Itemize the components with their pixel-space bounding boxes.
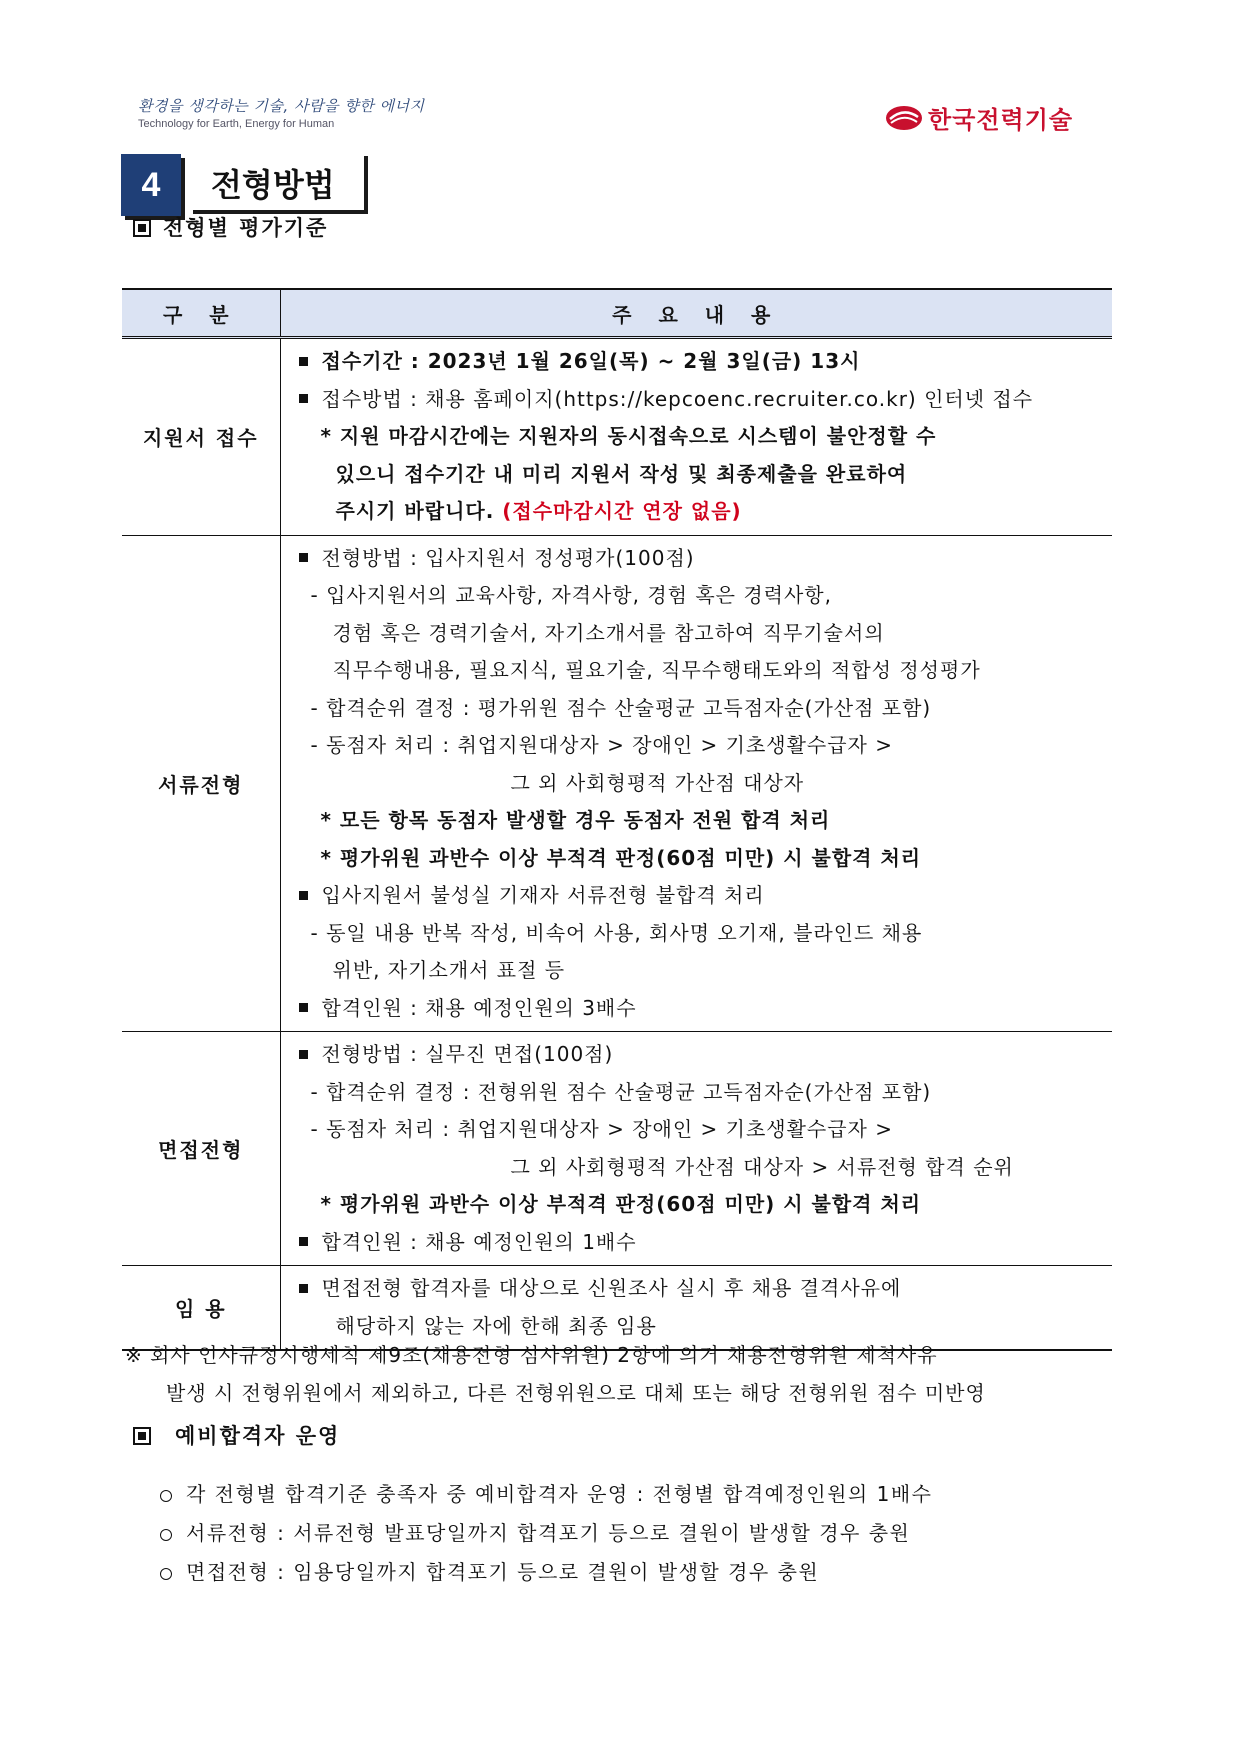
list-item: 합격인원 : 채용 예정인원의 3배수 xyxy=(295,990,1113,1028)
list-item: 전형방법 : 실무진 면접(100점) xyxy=(295,1036,1113,1074)
list-item: 경험 혹은 경력기술서, 자기소개서를 참고하여 직무기술서의 xyxy=(332,620,885,645)
section-title: 전형방법 xyxy=(193,156,368,214)
list-item: 주시기 바랍니다. (접수마감시간 연장 없음) xyxy=(335,499,742,523)
list-item: - 동점자 처리 : 취업지원대상자 > 장애인 > 기초생활수급자 > xyxy=(310,1117,893,1141)
list-item: 그 외 사회형평적 가산점 대상자 > 서류전형 합격 순위 xyxy=(510,1154,1014,1179)
row-category: 지원서 접수 xyxy=(122,338,280,536)
col-content-header: 주 요 내 용 xyxy=(280,289,1112,338)
list-item: 직무수행내용, 필요지식, 필요기술, 직무수행태도와의 적합성 정성평가 xyxy=(332,658,981,682)
row-category: 서류전형 xyxy=(122,535,280,1032)
list-item: 면접전형 : 임용당일까지 합격포기 등으로 결원이 발생할 경우 충원 xyxy=(160,1553,932,1592)
list-item: - 합격순위 결정 : 평가위원 점수 산술평균 고득점자순(가산점 포함) xyxy=(310,695,932,720)
section-number: 4 xyxy=(121,154,181,216)
list-item: 접수기간 : 2023년 1월 26일(목) ~ 2월 3일(금) 13시 xyxy=(295,343,1113,381)
square-bullet-icon xyxy=(299,553,308,562)
logo-mark-icon xyxy=(884,103,924,133)
list-item: 해당하지 않는 자에 한해 최종 임용 xyxy=(335,1313,657,1338)
list-item: * 지원 마감시간에는 지원자의 동시접속으로 시스템이 불안정할 수 xyxy=(320,424,937,448)
list-item: * 모든 항목 동점자 발생할 경우 동점자 전원 합격 처리 xyxy=(320,808,831,832)
list-item: * 평가위원 과반수 이상 부적격 판정(60점 미만) 시 불합격 처리 xyxy=(320,1192,922,1216)
square-bullet-icon xyxy=(299,891,308,900)
table-row-document-screening xyxy=(122,535,1112,1032)
note-line: 발생 시 전형위원에서 제외하고, 다른 전형위원으로 대체 또는 해당 전형위원 점수 미반영 xyxy=(166,1381,986,1405)
square-bullet-icon xyxy=(299,1237,308,1246)
list-item: - 합격순위 결정 : 전형위원 점수 산술평균 고득점자순(가산점 포함) xyxy=(310,1079,932,1104)
circle-bullet-icon xyxy=(160,1490,172,1502)
col-category-header: 구 분 xyxy=(122,289,280,338)
square-bullet-icon xyxy=(299,1050,308,1059)
circle-bullet-icon xyxy=(160,1568,172,1580)
regulation-note xyxy=(125,1336,986,1412)
list-item: 위반, 자기소개서 표절 등 xyxy=(332,958,566,982)
row-category: 면접전형 xyxy=(122,1032,280,1266)
list-item: 입사지원서 불성실 기재자 서류전형 불합격 처리 xyxy=(295,877,1113,915)
square-bullet-icon xyxy=(299,357,308,366)
criteria-heading-text: 전형별 평가기준 xyxy=(163,216,329,240)
square-bullet-icon xyxy=(133,219,151,237)
deadline-notice: (접수마감시간 연장 없음) xyxy=(502,499,742,523)
list-item: - 동일 내용 반복 작성, 비속어 사용, 회사명 오기재, 블라인드 채용 xyxy=(310,920,923,945)
company-name: 한국전력기술 xyxy=(928,106,1074,134)
slogan xyxy=(138,95,424,130)
list-item: 접수방법 : 채용 홈페이지(https://kepcoenc.recruiter.co.kr) 인터넷 접수 xyxy=(295,381,1113,419)
reserve-heading-text: 예비합격자 운영 xyxy=(175,1424,341,1448)
page-header xyxy=(0,0,1239,140)
list-item: 면접전형 합격자를 대상으로 신원조사 실시 후 채용 결격사유에 xyxy=(295,1270,1113,1308)
list-item: 전형방법 : 입사지원서 정성평가(100점) xyxy=(295,540,1113,578)
company-logo xyxy=(884,100,1073,135)
reserve-list xyxy=(160,1475,932,1592)
square-bullet-icon xyxy=(299,394,308,403)
list-item: 각 전형별 합격기준 충족자 중 예비합격자 운영 : 전형별 합격예정인원의 1배수 xyxy=(160,1475,932,1514)
reserve-heading xyxy=(133,1420,340,1450)
square-bullet-icon xyxy=(299,1284,308,1293)
table-row-interview xyxy=(122,1032,1112,1266)
list-item: 그 외 사회형평적 가산점 대상자 xyxy=(510,770,805,795)
note-line: ※ 회사 인사규정시행세칙 제9조(채용전형 심사위원) 2항에 의거 채용전형위원 제척사유 xyxy=(125,1343,938,1367)
list-item: 서류전형 : 서류전형 발표당일까지 합격포기 등으로 결원이 발생할 경우 충원 xyxy=(160,1514,932,1553)
criteria-table xyxy=(122,288,1112,1351)
list-item: 있으니 접수기간 내 미리 지원서 작성 및 최종제출을 완료하여 xyxy=(335,461,908,486)
slogan-english: Technology for Earth, Energy for Human xyxy=(138,118,335,130)
square-bullet-icon xyxy=(133,1427,151,1445)
table-header-row xyxy=(122,289,1112,338)
row-content xyxy=(280,1032,1112,1266)
list-item: - 동점자 처리 : 취업지원대상자 > 장애인 > 기초생활수급자 > xyxy=(310,733,893,757)
row-category: 임 용 xyxy=(122,1266,280,1351)
list-item: 합격인원 : 채용 예정인원의 1배수 xyxy=(295,1224,1113,1262)
row-content xyxy=(280,338,1112,536)
row-content xyxy=(280,535,1112,1032)
square-bullet-icon xyxy=(299,1003,308,1012)
list-item: * 평가위원 과반수 이상 부적격 판정(60점 미만) 시 불합격 처리 xyxy=(320,845,922,870)
criteria-heading xyxy=(133,212,328,242)
table-row-application xyxy=(122,338,1112,536)
list-item: - 입사지원서의 교육사항, 자격사항, 경험 혹은 경력사항, xyxy=(310,583,832,607)
circle-bullet-icon xyxy=(160,1529,172,1541)
slogan-korean: 환경을 생각하는 기술, 사람을 향한 에너지 xyxy=(138,97,425,115)
